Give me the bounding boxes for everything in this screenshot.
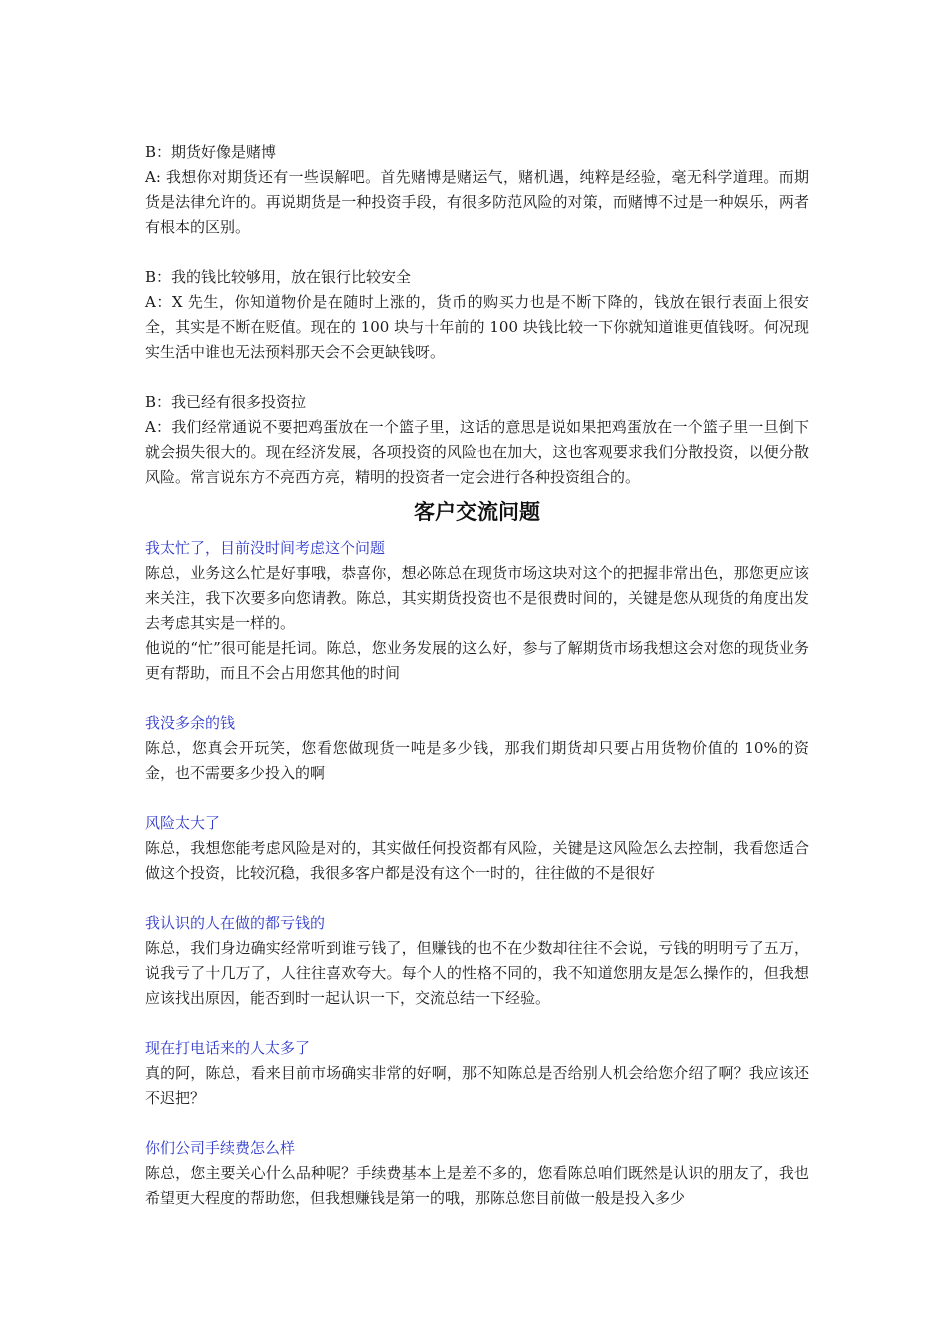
intro-answer-2: A：X 先生，你知道物价是在随时上涨的，货币的购买力也是不断下降的，钱放在银行表面上很安全，其实是不断在贬值。现在的 100 块与十年前的 100 块钱比较一下你就知道谁更值钱呀。何况现实生活中谁也无法预料那天会不会更缺钱呀。 bbox=[145, 293, 809, 361]
qa-answer-1: 陈总，业务这么忙是好事哦，恭喜你，想必陈总在现货市场这块对这个的把握非常出色，那您更应该来关注，我下次要多向您请教。陈总，其实期货投资也不是很费时间的，关键是您从现货的角度出发去考虑其实是一样的。 bbox=[145, 564, 809, 632]
intro-answer-3: A：我们经常通说不要把鸡蛋放在一个篮子里，这话的意思是说如果把鸡蛋放在一个篮子里一旦倒下就会损失很大的。现在经济发展，各项投资的风险也在加大，这也客观要求我们分散投资，以便分散风险。常言说东方不亮西方亮，精明的投资者一定会进行各种投资组合的。 bbox=[145, 418, 809, 486]
intro-question-3: B：我已经有很多投资拉 bbox=[145, 393, 307, 411]
qa-answer-1-followup: 他说的“忙”很可能是托词。陈总，您业务发展的这么好，参与了解期货市场我想这会对您的现货业务更有帮助，而且不会占用您其他的时间 bbox=[145, 639, 809, 682]
qa-answer-4: 陈总，我们身边确实经常听到谁亏钱了，但赚钱的也不在少数却往往不会说，亏钱的明明亏了五万，说我亏了十几万了，人往往喜欢夸大。每个人的性格不同的，我不知道您朋友是怎么操作的，但我想应该找出原因，能否到时一起认识一下，交流总结一下经验。 bbox=[145, 939, 809, 1007]
paragraph-gap bbox=[145, 886, 809, 911]
qa-answer-2: 陈总，您真会开玩笑，您看您做现货一吨是多少钱，那我们期货却只要占用货物价值的 10%的资金，也不需要多少投入的啊 bbox=[145, 739, 809, 782]
qa-answer-3: 陈总，我想您能考虑风险是对的，其实做任何投资都有风险，关键是这风险怎么去控制，我看您适合做这个投资，比较沉稳，我很多客户都是没有这个一时的，往往做的不是很好 bbox=[145, 839, 809, 882]
qa-question-4: 我认识的人在做的都亏钱的 bbox=[145, 914, 326, 932]
paragraph-gap bbox=[145, 686, 809, 711]
qa-answer-6: 陈总，您主要关心什么品种呢？手续费基本上是差不多的，您看陈总咱们既然是认识的朋友了，我也希望更大程度的帮助您，但我想赚钱是第一的哦，那陈总您目前做一般是投入多少 bbox=[145, 1164, 809, 1207]
document-page bbox=[145, 140, 809, 1211]
qa-question-6: 你们公司手续费怎么样 bbox=[145, 1139, 296, 1157]
intro-question-2: B：我的钱比较够用，放在银行比较安全 bbox=[145, 268, 412, 286]
qa-answer-5: 真的阿，陈总，看来目前市场确实非常的好啊，那不知陈总是否给别人机会给您介绍了啊？我应该还不迟把？ bbox=[145, 1064, 809, 1107]
paragraph-gap bbox=[145, 1011, 809, 1036]
qa-question-5: 现在打电话来的人太多了 bbox=[145, 1039, 311, 1057]
qa-question-1: 我太忙了，目前没时间考虑这个问题 bbox=[145, 539, 386, 557]
paragraph-gap bbox=[145, 365, 809, 390]
qa-question-2: 我没多余的钱 bbox=[145, 714, 236, 732]
paragraph-gap bbox=[145, 1111, 809, 1136]
paragraph-gap bbox=[145, 240, 809, 265]
section-title: 客户交流问题 bbox=[414, 500, 540, 524]
intro-question-1: B：期货好像是赌博 bbox=[145, 143, 277, 161]
qa-question-3: 风险太大了 bbox=[145, 814, 221, 832]
intro-answer-1: A: 我想你对期货还有一些误解吧。首先赌博是赌运气，赌机遇，纯粹是经验，毫无科学道理。而期货是法律允许的。再说期货是一种投资手段，有很多防范风险的对策，而赌博不过是一种娱乐，两者有根本的区别。 bbox=[145, 168, 809, 236]
paragraph-gap bbox=[145, 786, 809, 811]
